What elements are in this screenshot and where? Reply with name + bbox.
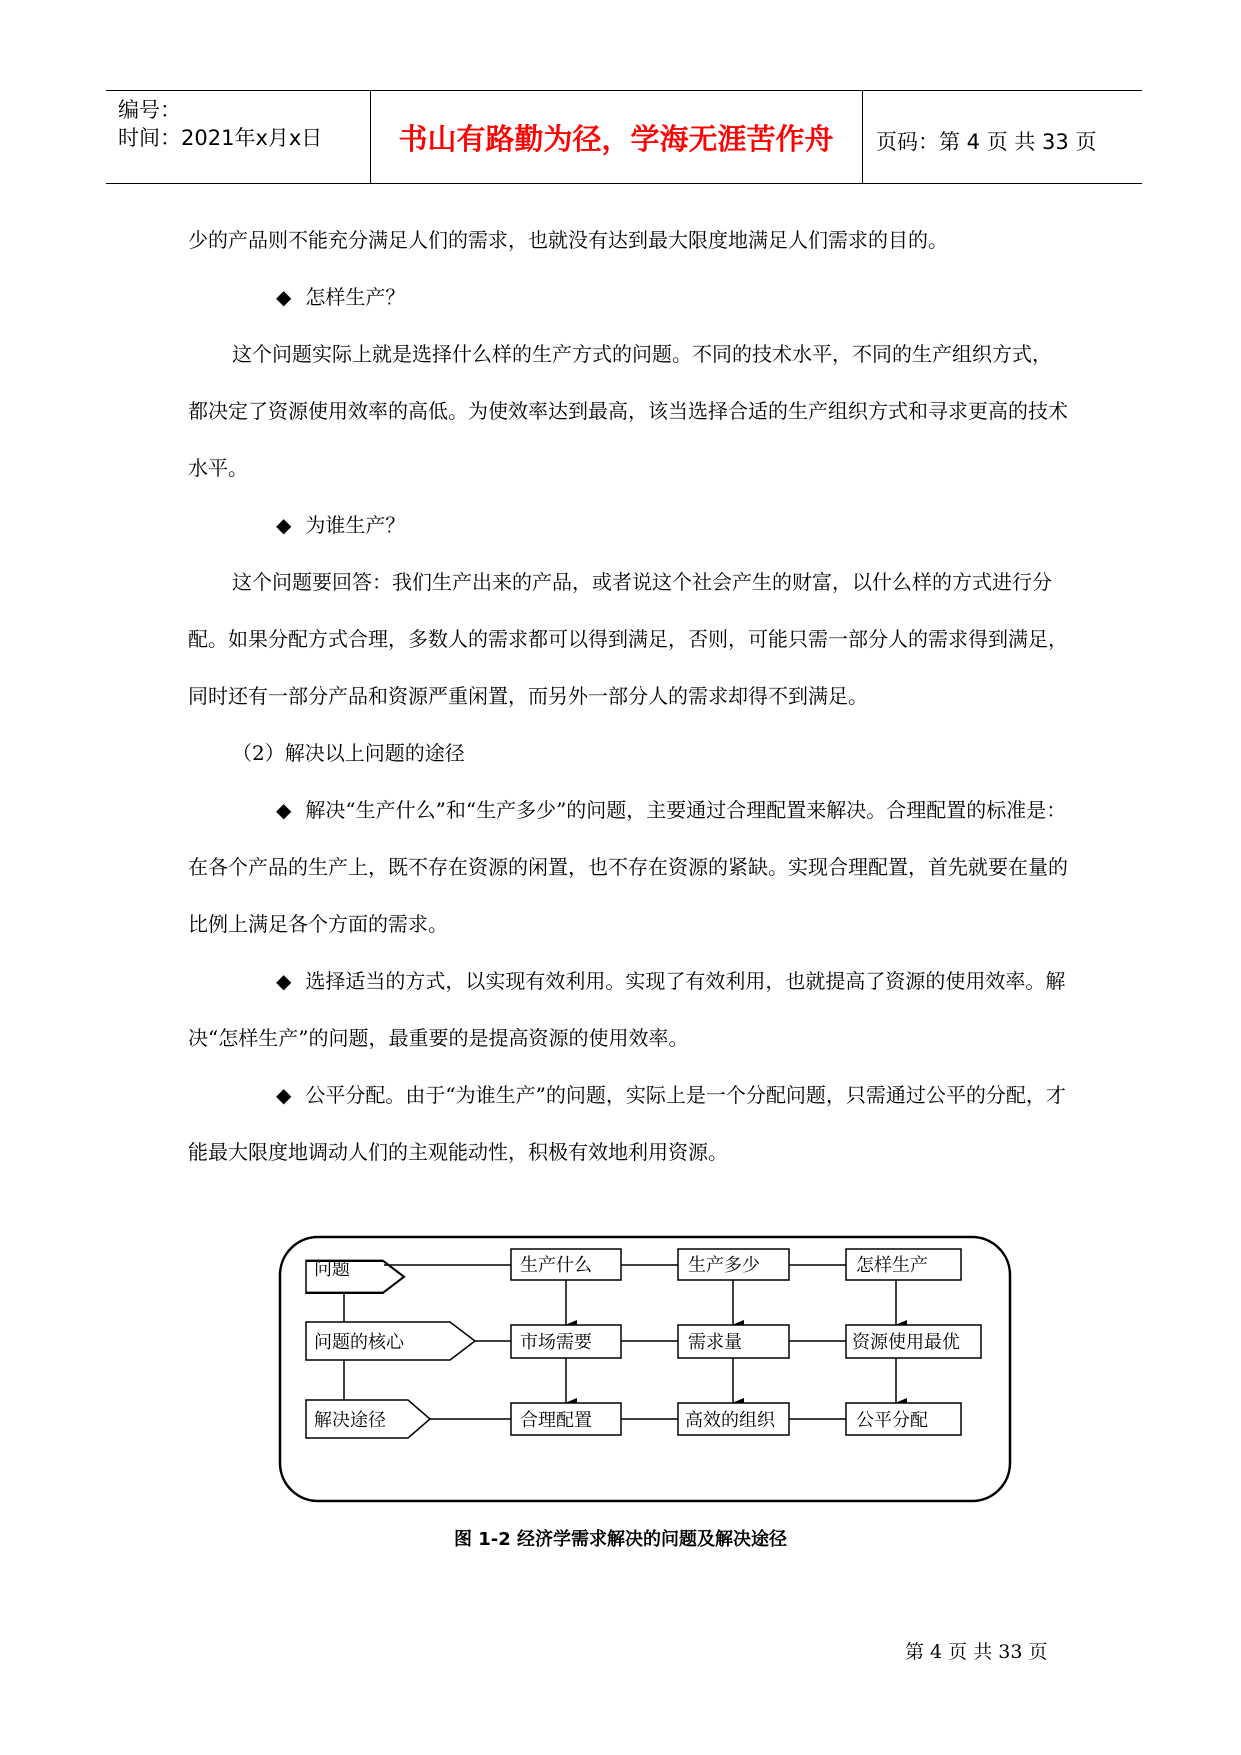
header-time-label: 时间：2021年x月x日 <box>118 126 323 150</box>
header-motto: 书山有路勤为径，学海无涯苦作舟 <box>398 122 834 156</box>
box-label-demand: 需求量 <box>688 1332 742 1353</box>
heading-solutions: （2）解决以上问题的途径 <box>232 741 465 765</box>
paragraph-continued: 少的产品则不能充分满足人们的需求，也就没有达到最大限度地满足人们需求的目的。 <box>188 228 948 252</box>
header-divider-right <box>862 91 863 184</box>
diamond-bullet-icon: ◆ <box>276 513 292 537</box>
heading-how-to-produce: ◆ 怎样生产？ <box>188 269 1068 326</box>
header-bottom-rule <box>106 183 1142 184</box>
box-label-fair: 公平分配 <box>856 1410 928 1431</box>
box-label-how: 怎样生产 <box>856 1255 928 1276</box>
bullet-efficiency: ◆ 选择适当的方式，以实现有效利用。实现了有效利用，也就提高了资源的使用效率。解决“怎样生产”的问题，最重要的是提高资源的使用效率。 <box>188 953 1068 1067</box>
header-page-label: 页码：第 4 页 共 33 页 <box>876 130 1097 154</box>
box-label-optimal-use: 资源使用最优 <box>852 1332 960 1353</box>
flow-diagram <box>278 1235 1012 1503</box>
heading-for-whom: ◆ 为谁生产？ <box>188 497 1068 554</box>
row-label-core: 问题的核心 <box>314 1332 404 1353</box>
diamond-bullet-icon: ◆ <box>276 1083 292 1107</box>
paragraph-how-to-produce: 这个问题实际上就是选择什么样的生产方式的问题。不同的技术水平，不同的生产组织方式，都决定了资源使用效率的高低。为使效率达到最高，该当选择合适的生产组织方式和寻求更高的技术水平。 <box>188 342 1068 480</box>
bullet-fair-distribution: ◆ 公平分配。由于“为谁生产”的问题，实际上是一个分配问题，只需通过公平的分配，才能最大限度地调动人们的主观能动性，积极有效地利用资源。 <box>188 1067 1068 1181</box>
page-footer: 第 4 页 共 33 页 <box>905 1641 1048 1663</box>
box-label-what: 生产什么 <box>520 1255 592 1276</box>
header-number-label: 编号： <box>118 98 181 122</box>
diamond-bullet-icon: ◆ <box>276 798 292 822</box>
row-label-solution: 解决途径 <box>314 1410 386 1431</box>
box-label-market-need: 市场需要 <box>520 1332 592 1353</box>
diamond-bullet-icon: ◆ <box>276 285 292 309</box>
box-label-organization: 高效的组织 <box>685 1410 775 1431</box>
header-top-rule <box>106 90 1142 91</box>
box-label-allocation: 合理配置 <box>520 1410 592 1431</box>
row-label-problem: 问题 <box>314 1259 350 1280</box>
figure-caption: 图 1-2 经济学需求解决的问题及解决途径 <box>453 1529 788 1550</box>
bullet-allocation: ◆ 解决“生产什么”和“生产多少”的问题，主要通过合理配置来解决。合理配置的标准是：在各个产品的生产上，既不存在资源的闲置，也不存在资源的紧缺。实现合理配置，首先就要在量的比例上满足各个方面的需求。 <box>188 782 1068 953</box>
header-divider-left <box>370 91 371 184</box>
box-label-how-much: 生产多少 <box>688 1255 760 1276</box>
paragraph-for-whom: 这个问题要回答：我们生产出来的产品，或者说这个社会产生的财富，以什么样的方式进行分配。如果分配方式合理，多数人的需求都可以得到满足，否则，可能只需一部分人的需求得到满足，同时还有一部分产品和资源严重闲置，而另外一部分人的需求却得不到满足。 <box>188 570 1068 708</box>
diamond-bullet-icon: ◆ <box>276 969 292 993</box>
